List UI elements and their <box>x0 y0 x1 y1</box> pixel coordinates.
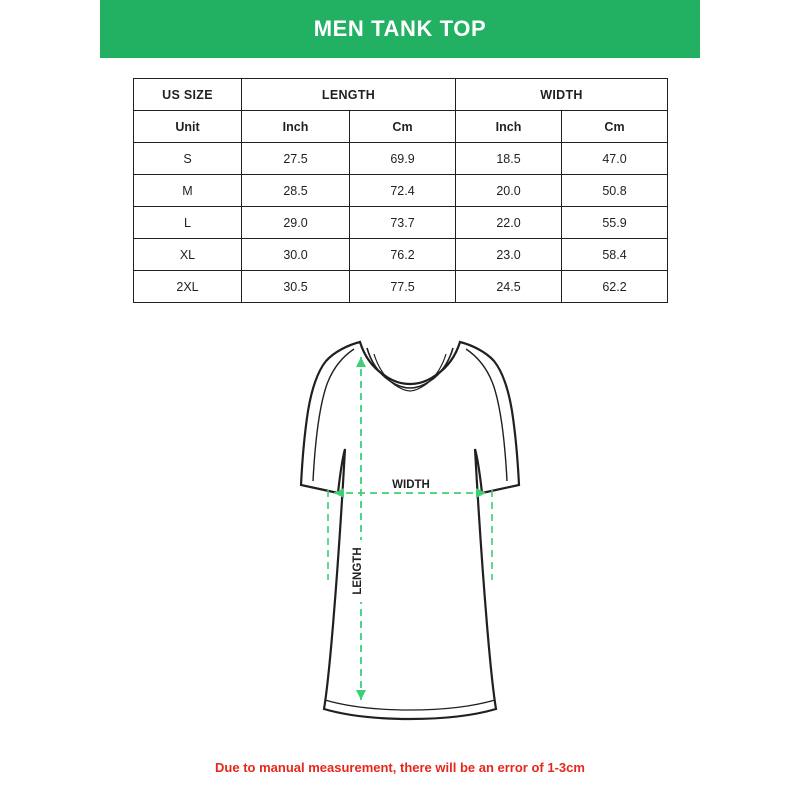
row-length-inch: 27.5 <box>242 143 350 175</box>
size-chart-table-wrapper <box>133 78 667 303</box>
width-label: WIDTH <box>392 479 430 491</box>
unit-width-cm: Cm <box>562 111 668 143</box>
table-row <box>134 271 668 303</box>
table-row <box>134 239 668 271</box>
column-header-length: LENGTH <box>242 79 456 111</box>
row-width-inch: 22.0 <box>456 207 562 239</box>
unit-length-inch: Inch <box>242 111 350 143</box>
row-length-cm: 72.4 <box>350 175 456 207</box>
column-header-width: WIDTH <box>456 79 668 111</box>
row-width-cm: 50.8 <box>562 175 668 207</box>
tank-top-illustration <box>250 325 570 735</box>
row-size: L <box>134 207 242 239</box>
unit-length-cm: Cm <box>350 111 456 143</box>
row-size: S <box>134 143 242 175</box>
table-row <box>134 207 668 239</box>
row-width-cm: 62.2 <box>562 271 668 303</box>
tank-top-outline <box>301 342 519 719</box>
row-width-cm: 58.4 <box>562 239 668 271</box>
row-length-cm: 76.2 <box>350 239 456 271</box>
row-length-inch: 30.0 <box>242 239 350 271</box>
unit-width-inch: Inch <box>456 111 562 143</box>
row-width-inch: 24.5 <box>456 271 562 303</box>
row-size: 2XL <box>134 271 242 303</box>
page-header <box>100 0 700 58</box>
length-label: LENGTH <box>352 547 364 595</box>
row-length-inch: 29.0 <box>242 207 350 239</box>
row-size: M <box>134 175 242 207</box>
table-group-header-row <box>134 79 668 111</box>
row-length-inch: 30.5 <box>242 271 350 303</box>
row-width-inch: 23.0 <box>456 239 562 271</box>
tank-top-diagram <box>250 325 570 735</box>
row-length-cm: 69.9 <box>350 143 456 175</box>
column-header-us-size: US SIZE <box>134 79 242 111</box>
size-chart-table <box>133 78 668 303</box>
row-width-cm: 47.0 <box>562 143 668 175</box>
measurement-disclaimer: Due to manual measurement, there will be an error of 1-3cm <box>215 760 585 775</box>
row-size: XL <box>134 239 242 271</box>
row-width-inch: 18.5 <box>456 143 562 175</box>
row-width-inch: 20.0 <box>456 175 562 207</box>
table-unit-row <box>134 111 668 143</box>
page-title: MEN TANK TOP <box>313 16 487 41</box>
table-row <box>134 143 668 175</box>
row-length-inch: 28.5 <box>242 175 350 207</box>
row-width-cm: 55.9 <box>562 207 668 239</box>
row-length-cm: 77.5 <box>350 271 456 303</box>
table-row <box>134 175 668 207</box>
unit-label: Unit <box>134 111 242 143</box>
row-length-cm: 73.7 <box>350 207 456 239</box>
